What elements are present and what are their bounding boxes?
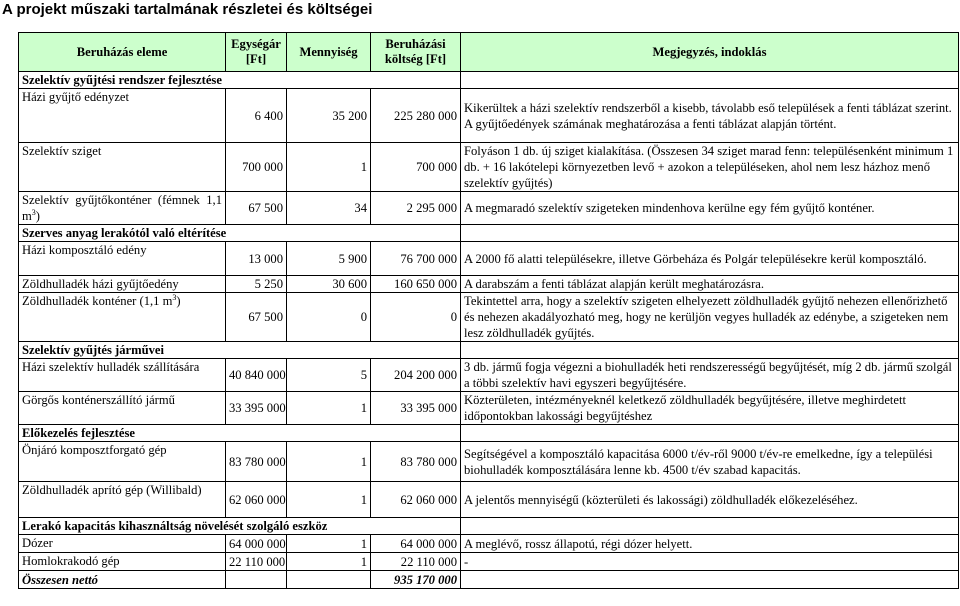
- quantity-cell: 1: [287, 392, 371, 425]
- header-unit-price: Egységár [Ft]: [226, 33, 287, 72]
- element-name: Szelektív gyűjtőkonténer (fémnek 1,1 $m^3$): [19, 192, 226, 225]
- table-row: [19, 143, 959, 192]
- element-name: Dózer: [19, 535, 226, 553]
- table-row: [19, 192, 959, 225]
- section-row: [19, 72, 959, 89]
- unit-price-cell: 5 250: [226, 276, 287, 293]
- table-row: [19, 553, 959, 571]
- notes-cell: Tekintettel arra, hogy a szelektív szigeten elhelyezett zöldhulladék gyűjtő nehezen ellenőrizhető és nehezen akadályozható meg, hogy ne kerüljön vegyes hulladék az edénybe, a szigeteken nem lesz zöldhulladék gyűjtés.: [461, 293, 959, 342]
- cost-cell: 76 700 000: [371, 242, 461, 276]
- notes-cell: -: [461, 553, 959, 571]
- unit-price-cell: 67 500: [226, 293, 287, 342]
- element-name: Zöldhulladék házi gyűjtőedény: [19, 276, 226, 293]
- unit-price-cell: 67 500: [226, 192, 287, 225]
- header-row: [19, 33, 959, 72]
- unit-price-cell: 33 395 000: [226, 392, 287, 425]
- cost-cell: 160 650 000: [371, 276, 461, 293]
- unit-price-cell: 64 000 000: [226, 535, 287, 553]
- notes-cell: Segítségével a komposztáló kapacitása 6000 t/év-ről 9000 t/év-re emelkedne, így a települési biohulladék komposztálására lenne kb. 4500 t/év szabad kapacitás.: [461, 442, 959, 482]
- quantity-cell: [287, 571, 371, 589]
- total-cost-value: 935 170 000: [394, 572, 457, 587]
- header-notes: Megjegyzés, indoklás: [461, 33, 959, 72]
- element-name: Görgős konténerszállító jármű: [19, 392, 226, 425]
- document-title: A projekt műszaki tartalmának részletei és költségei: [2, 1, 373, 18]
- notes-cell: [461, 518, 959, 535]
- cost-cell: 2 295 000: [371, 192, 461, 225]
- cost-cell: 0: [371, 293, 461, 342]
- section-title: Lerakó kapacitás kihasználtság növelését szolgáló eszköz: [19, 518, 461, 535]
- notes-cell: [461, 571, 959, 589]
- table-row: [19, 482, 959, 518]
- table-row: [19, 276, 959, 293]
- unit-price-cell: 40 840 000: [226, 359, 287, 392]
- notes-cell: A 2000 fő alatti településekre, illetve Görbeháza és Polgár településekre kerül komposztáló.: [461, 242, 959, 276]
- section-row: [19, 425, 959, 442]
- section-row: [19, 225, 959, 242]
- element-name: Házi gyűjtő edényzet: [19, 89, 226, 143]
- cost-cell: 700 000: [371, 143, 461, 192]
- table-row: [19, 359, 959, 392]
- cost-cell: 83 780 000: [371, 442, 461, 482]
- section-title: Előkezelés fejlesztése: [19, 425, 461, 442]
- quantity-cell: 5 900: [287, 242, 371, 276]
- element-name: Önjáró komposztforgató gép: [19, 442, 226, 482]
- quantity-cell: 1: [287, 482, 371, 518]
- notes-cell: Folyáson 1 db. új sziget kialakítása. (Összesen 34 sziget marad fenn: településenként minimum 1 db. + 16 lakótelepi környezetben levő + azokon a településeken, ahol nem lesz házhoz menő szelektív gyűjtés): [461, 143, 959, 192]
- section-row: [19, 342, 959, 359]
- header-quantity: Mennyiség: [287, 33, 371, 72]
- header-element: Beruházás eleme: [19, 33, 226, 72]
- notes-cell: A megmaradó szelektív szigeteken mindenhova kerülne egy fém gyűjtő konténer.: [461, 192, 959, 225]
- element-name: Szelektív sziget: [19, 143, 226, 192]
- unit-price-cell: 700 000: [226, 143, 287, 192]
- element-name: Zöldhulladék konténer (1,1 $m^3$): [19, 293, 226, 342]
- notes-cell: [461, 425, 959, 442]
- element-name: Zöldhulladék aprító gép (Willibald): [19, 482, 226, 518]
- total-label-text: Összesen nettó: [22, 572, 98, 587]
- section-title: Szelektív gyűjtési rendszer fejlesztése: [19, 72, 461, 89]
- quantity-cell: 1: [287, 143, 371, 192]
- table-row: [19, 242, 959, 276]
- quantity-cell: 34: [287, 192, 371, 225]
- section-row: [19, 518, 959, 535]
- quantity-cell: 5: [287, 359, 371, 392]
- table-row: [19, 89, 959, 143]
- section-title: Szelektív gyűjtés járművei: [19, 342, 461, 359]
- element-name: Homlokrakodó gép: [19, 553, 226, 571]
- quantity-cell: 0: [287, 293, 371, 342]
- quantity-cell: 30 600: [287, 276, 371, 293]
- table-body: [19, 72, 959, 589]
- notes-cell: A jelentős mennyiségű (közterületi és lakossági) zöldhulladék előkezeléséhez.: [461, 482, 959, 518]
- notes-cell: Kikerültek a házi szelektív rendszerből a kisebb, távolabb eső települések a fenti táblázat szerint. A gyűjtőedények számának meghatározása a fenti táblázat alapján történt.: [461, 89, 959, 143]
- cost-cell: 64 000 000: [371, 535, 461, 553]
- cost-cell: 22 110 000: [371, 553, 461, 571]
- cost-cell: 225 280 000: [371, 89, 461, 143]
- cost-table: [18, 32, 959, 589]
- element-name: Házi szelektív hulladék szállítására: [19, 359, 226, 392]
- table-row: [19, 293, 959, 342]
- total-label: [19, 571, 226, 589]
- quantity-cell: 1: [287, 442, 371, 482]
- unit-price-cell: 13 000: [226, 242, 287, 276]
- table-row: [19, 442, 959, 482]
- notes-cell: [461, 72, 959, 89]
- quantity-cell: 1: [287, 535, 371, 553]
- cost-cell: 62 060 000: [371, 482, 461, 518]
- header-cost: Beruházási költség [Ft]: [371, 33, 461, 72]
- unit-price-cell: [226, 571, 287, 589]
- superscript: 3: [172, 292, 177, 302]
- notes-cell: Közterületen, intézményeknél keletkező zöldhulladék begyűjtésére, illetve meghirdetett időpontokban lakossági begyűjtéshez: [461, 392, 959, 425]
- cost-cell: 204 200 000: [371, 359, 461, 392]
- unit-price-cell: 22 110 000: [226, 553, 287, 571]
- notes-cell: 3 db. jármű fogja végezni a biohulladék heti rendszerességű begyűjtését, míg 2 db. jármű szolgál a többi szelektív havi egyszeri begyűjtésére.: [461, 359, 959, 392]
- notes-cell: A darabszám a fenti táblázat alapján került meghatározásra.: [461, 276, 959, 293]
- superscript: 3: [31, 207, 36, 217]
- total-row: [19, 571, 959, 589]
- element-name: Házi komposztáló edény: [19, 242, 226, 276]
- unit-price-cell: 83 780 000: [226, 442, 287, 482]
- notes-cell: [461, 225, 959, 242]
- unit-price-cell: 6 400: [226, 89, 287, 143]
- notes-cell: [461, 342, 959, 359]
- cost-cell: 33 395 000: [371, 392, 461, 425]
- quantity-cell: 1: [287, 553, 371, 571]
- notes-cell: A meglévő, rossz állapotú, régi dózer helyett.: [461, 535, 959, 553]
- table-row: [19, 535, 959, 553]
- unit-price-cell: 62 060 000: [226, 482, 287, 518]
- table-row: [19, 392, 959, 425]
- quantity-cell: 35 200: [287, 89, 371, 143]
- total-cost: [371, 571, 461, 589]
- section-title: Szerves anyag lerakótól való eltérítése: [19, 225, 461, 242]
